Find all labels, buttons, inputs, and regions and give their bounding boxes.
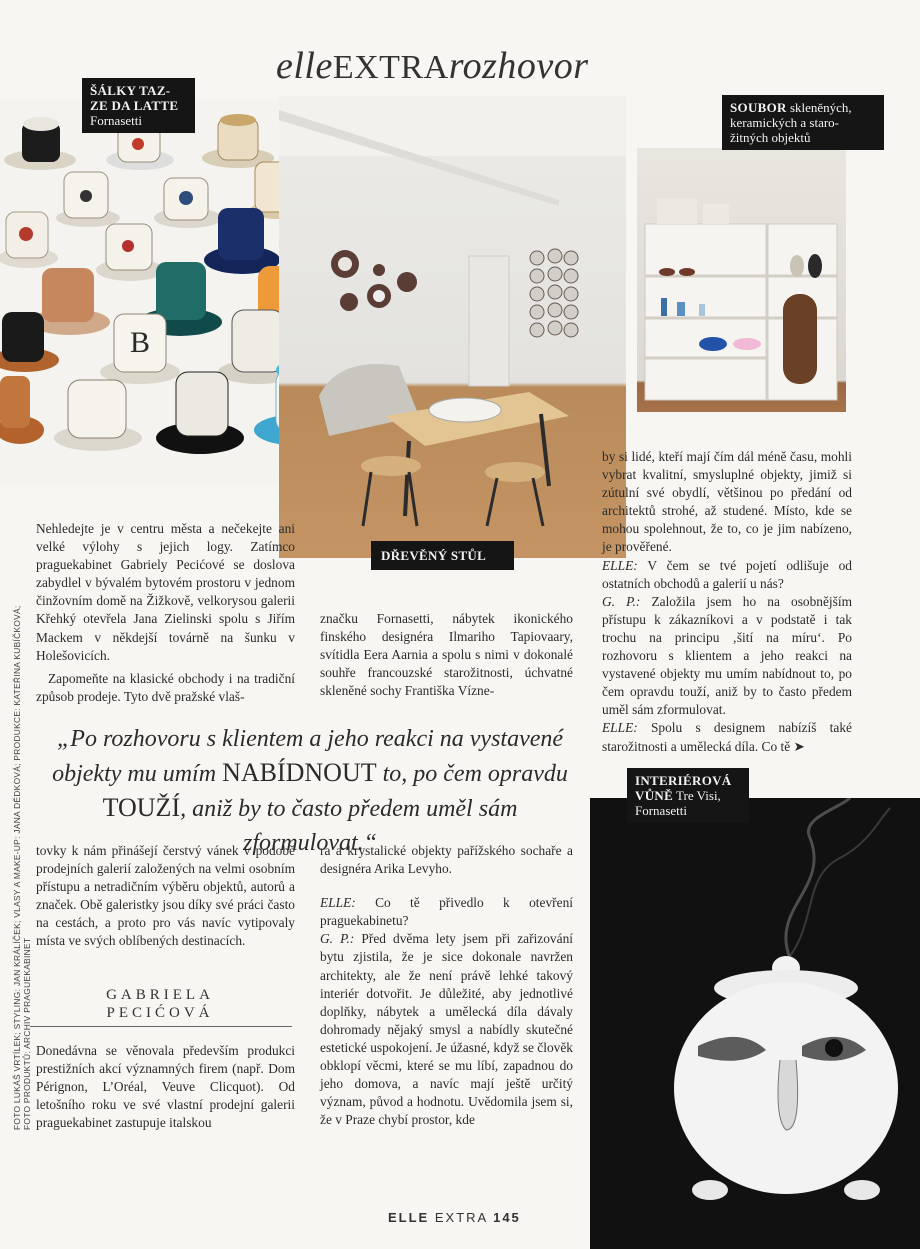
answer-text: Před dvěma lety jsem při zařizování bytu zjistila, že je sice dokonale navržen architekty, ale že není právě lehké takový interiér dotvořit. Je důležité, aby jednotlivé doplňky, nábytek a umělecká díla dávaly dohromady nějaký smysl a nabídly skutečné estetické uspokojení. Je úžasné, když se člověk obklopí věcmi, které se mu líbí, zapadnou do jeho domova, a navíc mají ještě určitý význam, původ a hodnotu. Uvědomila jsem si, že v Praze chybí prostor, kde [320,931,573,1128]
elle-label: ELLE: [320,895,356,911]
question-2 [602,719,852,755]
pull-quote-text: , aniž by to často předem uměl sám zformulovat.“ [180,796,518,856]
gp-label: G. P.: [320,931,355,947]
caption-incense-title2: VŮNĚ [635,788,674,803]
caption-shelf-title: SOUBOR [730,100,787,115]
answer-1 [602,593,852,720]
caption-cups-text: Fornasetti [90,113,142,128]
question-text: Spolu s designem nabízíš také starožitnosti a umělecká díla. Co tě ➤ [602,720,852,754]
pull-quote [40,722,580,860]
caption-shelf-text2: keramických a staro- [730,115,840,130]
article-col3-top [602,448,852,756]
article-col1-top [36,520,295,706]
caption-incense-text2: Fornasetti [635,803,687,818]
pull-quote-emph: NABÍDNOUT [222,758,377,787]
elle-label: ELLE: [602,557,638,573]
article-col2-bottom [320,842,573,1129]
footer-brand: ELLE [388,1210,430,1225]
caption-table [371,541,514,570]
pull-quote-emph: TOUŽÍ [102,793,181,822]
article-paragraph: Donedávna se věnovala především produkci prestižních akcí významných firem (např. Dom Pérignon, L’Oréal, Veuve Clicquot). Od letošního roku ve své vlastní prodejní galerii praguekabinet zastupuje italskou [36,1043,295,1131]
caption-shelf-text1: skleněných, [786,100,852,115]
answer-text: Založila jsem ho na osobnějším přístupu k zákazníkovi a v podstatě i tak trochu na principu ‚šití na míru‘. Po rozhovoru s klientem a jeho reakci na vystavené objekty mu umím nabídnout to, po čem opravdu touží, aniž by to často předem uměl sám zformulovat. [602,593,853,718]
article-col1-bio [36,1042,295,1132]
article-paragraph: ra a krystalické objekty pařížského sochaře a designéra Arika Levyho. [320,843,573,877]
pull-quote-line2 [40,756,580,791]
article-col1-bottom [36,842,295,951]
caption-shelf [722,95,884,150]
caption-cups-title1: ŠÁLKY TAZ- [90,83,171,98]
svg-text:B: B [129,326,151,359]
cup-row-2 [0,162,306,281]
header-elle: elle [276,45,333,87]
interviewee-last-name: PECIĆOVÁ [106,1005,214,1021]
photo-credits-text [12,605,32,1130]
article-paragraph: tovky k nám přinášejí čerstvý vánek v podobě prodejních galerií založených na velmi osobním přístupu a netradičním výběru objektů, autorů a značek. Obě galeristky jsou díky své práci často na cestách, a proto pro vás navíc vytipovaly místa ve svých oblíbených destinacích. [36,843,295,949]
shelf-photo [637,148,846,412]
incense-photo [590,798,920,1249]
cup-row-3 [0,262,323,384]
caption-shelf-text3: žitných objektů [730,130,811,145]
interviewee-name [30,986,290,1022]
article-paragraph: Zapomeňte na klasické obchody i na tradiční způsob prodeje. Tyto dvě pražské vlaš- [36,670,295,704]
incense-illustration [590,798,920,1249]
room-illustration [279,96,626,558]
pull-quote-line1: „Po rozhovoru s klientem a jeho reakci na vystavené [56,726,564,752]
article-col2-top [320,610,573,700]
gp-label: G. P.: [602,593,641,609]
header-extra: EXTRA [332,49,449,86]
interviewee-first-name: GABRIELA [106,987,214,1003]
photo-credits [4,530,32,1130]
article-paragraph: značku Fornasetti, nábytek ikonického finského designéra Ilmariho Tapiovaary, svítidla Eera Aarnia a spolu s nimi v dokonalé souhře francouzské starožitnosti, úchvatné skleněné sochy Františka Vízne- [320,611,573,699]
caption-cups-title2: ZE DA LATTE [90,98,179,113]
footer-section: EXTRA [429,1210,494,1225]
pull-quote-text: to, po čem opravdu [376,761,568,787]
name-divider [30,1026,292,1027]
caption-cups [82,78,195,133]
article-paragraph: Nehledejte je v centru města a nečekejte ani velké výlohy s jejich logy. Zatímco praguekabinet Gabriely Pecićové se doslova zabydlel v bývalém bytovém prostoru v jednom činžovním domě na Žižkově, velkorysou galerii Křehký otevřela Jana Zielinski spolu s Jiřím Mackem v někdejší továrně na šunku v Holešovicích. [36,521,295,663]
credits-line2: FOTO PRODUKTŮ: ARCHIV PRAGUEKABINET [22,937,32,1130]
question-3 [320,894,573,930]
credits-line1: FOTO LUKÁŠ VRTÍLEK; STYLING: JAN KRÁLÍČEK; VLASY A MAKE-UP: JANA DĚDKOVÁ; PRODUKCE: KATEŘINA KUBÍČKOVÁ; [12,605,22,1130]
section-header [276,44,589,88]
question-text: V čem se tvé pojetí odlišuje od ostatních obchodů a galerií u nás? [602,557,852,591]
shelf-illustration [637,148,846,412]
pull-quote-text: objekty mu umím [52,761,223,787]
caption-incense [627,768,749,823]
caption-incense-title1: INTERIÉROVÁ [635,773,732,788]
page-number: 145 [493,1210,521,1225]
room-photo [279,96,626,558]
question-1 [602,557,852,593]
answer-3 [320,930,573,1129]
page-footer [388,1210,521,1225]
article-paragraph: by si lidé, kteří mají čím dál méně času, mohli vybrat kvalitní, smysluplné objekty, jimiž si zútulní své obydlí, většinou po předání od architektů strohé, až studené. Místo, kde se mohou spolehnout, že to, co je jim nabízeno, je prověřené. [602,449,852,555]
question-text: Co tě přivedlo k otevření praguekabinetu? [320,895,573,929]
caption-table-title: DŘEVĚNÝ STŮL [381,548,487,563]
header-rozhovor: rozhovor [448,45,589,87]
elle-label: ELLE: [602,720,638,736]
caption-incense-text1: Tre Visi, [673,788,721,803]
